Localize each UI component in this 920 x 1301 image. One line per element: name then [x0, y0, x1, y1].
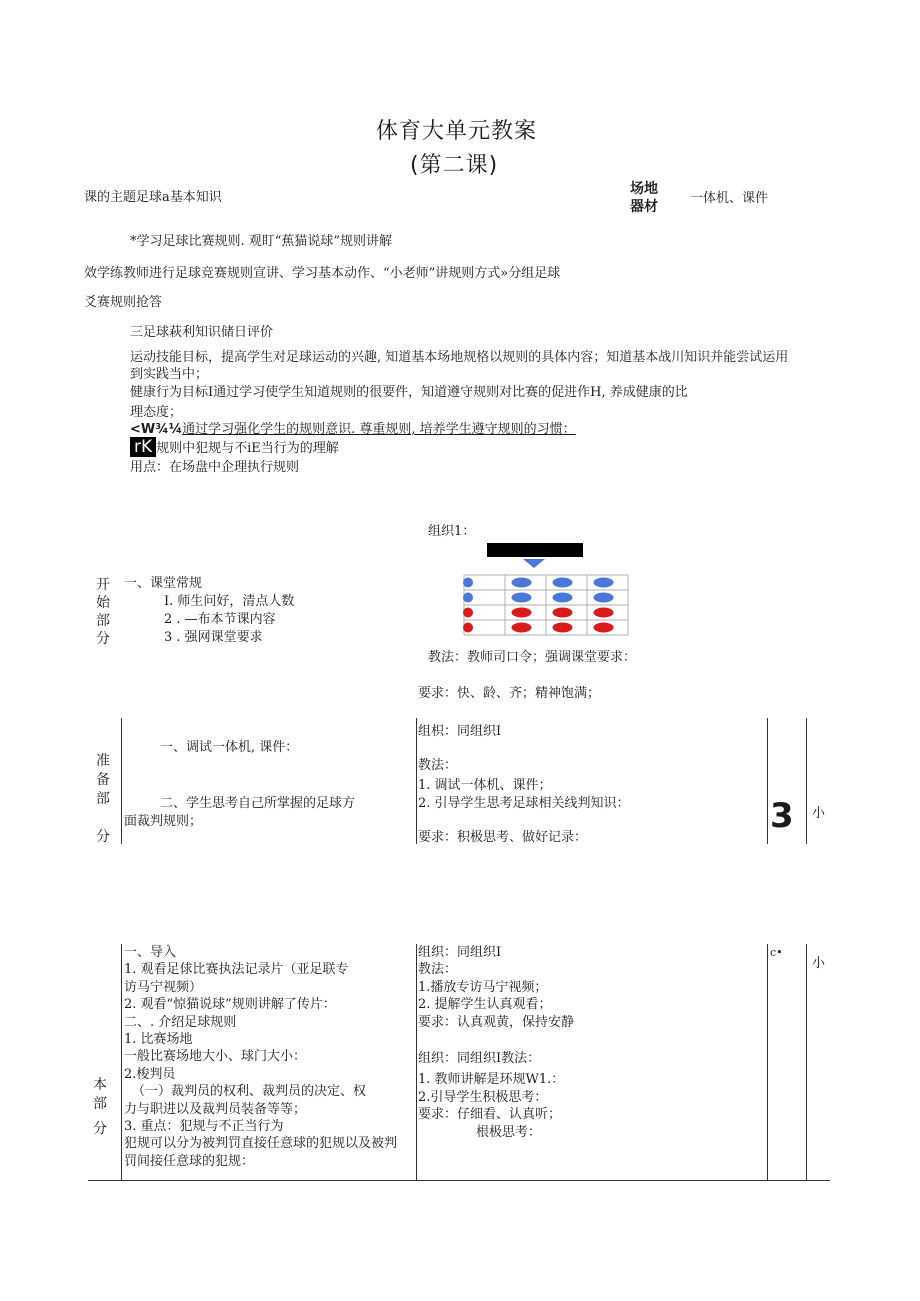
- main-right-top-line: 组织：同组织I: [418, 945, 502, 960]
- main-left-line: 访马宁视频）: [124, 979, 203, 995]
- prep-small-mark: 小: [812, 806, 826, 821]
- start-label-char: 部: [96, 613, 110, 629]
- student-marker-red: [512, 608, 532, 618]
- main-divider-mid: [416, 944, 417, 1180]
- main-left-line: 罚间接任意球的犯规：: [124, 1153, 255, 1169]
- start-left-title: 一、课堂常规: [124, 576, 203, 591]
- main-label-char: 部: [93, 1096, 107, 1112]
- main-divider-left: [121, 944, 122, 1180]
- prep-divider-far: [806, 718, 807, 844]
- main-left-line: 1. 观看足俅比赛执法记录片（亚足联专: [124, 962, 349, 978]
- student-marker-red: [553, 623, 573, 633]
- black-label-box: rK: [130, 437, 156, 457]
- main-section-label: [90, 1076, 110, 1139]
- prep-left-3: 面裁判规则；: [124, 814, 203, 829]
- main-right-bottom-line: 要求：仔细看、认真听；: [418, 1107, 562, 1123]
- prep-left-2: 二、学生思考自己所掌握的足球方: [160, 796, 356, 811]
- formation-bar: [487, 543, 583, 557]
- start-label-char: 分: [96, 631, 110, 647]
- student-marker-red: [463, 623, 473, 633]
- intro-line-11: 用点：在场盘中企理执行规则: [130, 460, 300, 475]
- prep-divider-mid: [416, 718, 417, 844]
- prep-divider-left: [121, 718, 122, 844]
- main-divider-far: [806, 944, 807, 1180]
- student-marker-red: [594, 608, 614, 618]
- prep-section-label: [93, 752, 113, 847]
- student-marker-blue: [512, 593, 532, 603]
- main-left-line: 二、. 介绍足球规则: [124, 1014, 237, 1030]
- main-left-line: 1. 比赛场地: [124, 1032, 193, 1048]
- main-right-top-line: 教法：: [418, 962, 458, 978]
- prep-label-char: 分: [96, 829, 110, 845]
- page-title: 体育大单元教案: [376, 119, 538, 144]
- start-item-1: I. 师生问好，清点人数: [164, 594, 295, 609]
- main-right-bottom-line: 根极思考：: [476, 1124, 542, 1140]
- start-item-2: 2 . —布本节课内容: [164, 612, 276, 627]
- intro-line-3: 爻赛规则抢答: [84, 295, 163, 310]
- main-right-bottom-line: 2.引导学生积极思考：: [418, 1089, 548, 1105]
- student-marker-red: [463, 608, 473, 618]
- student-marker-blue: [594, 593, 614, 603]
- main-left-line: 犯规可以分为被判罚直接任意球的犯规以及被判: [124, 1136, 398, 1152]
- main-right-bottom-line: 组织：同组织I教法：: [418, 1051, 541, 1066]
- intro-line-8: 理态度；: [130, 405, 183, 420]
- student-marker-blue: [553, 578, 573, 588]
- start-label-char: 开: [96, 577, 110, 593]
- intro-line-7: 健康行为目标I通过学习使学生知道规则的很要件，知道遵守规则对比赛的促进作H, 养成健康的比: [130, 385, 688, 400]
- intro-line-2: 效学练教师进行足球竞赛规则宣讲、学习基本动作、“小老师”讲规则方式»分组足球: [84, 266, 561, 281]
- venue-label-2: 器材: [630, 199, 658, 215]
- intro-line-5: 运动技能目标，提高学生对足球运动的兴趣, 知道基本场地规格以规则的具体内容；知道基本战川知识并能尝试运用: [130, 350, 789, 365]
- main-label-char: 本: [93, 1077, 107, 1093]
- prep-label-char: 准: [96, 753, 110, 769]
- prep-method: 教法：: [418, 758, 458, 773]
- student-marker-blue: [512, 578, 532, 588]
- start-method: 教法：教师司口令；强调课堂要求：: [428, 650, 637, 665]
- intro-line-9: [130, 418, 576, 437]
- main-bottom-rule: [88, 1180, 830, 1181]
- prep-method-1: 1. 调试一体机、课件；: [418, 778, 552, 793]
- intro-line-10-text: 规则中犯规与不iE当行为的理解: [156, 441, 339, 456]
- main-right-top-line: 1.播放专访马宁视频；: [418, 979, 548, 995]
- prep-label-char: [93, 809, 113, 828]
- main-left-line: 2. 观看“惊猫说球”规则讲解了传片：: [124, 997, 336, 1013]
- main-right-bottom: [418, 1050, 564, 1141]
- student-marker-blue: [553, 593, 573, 603]
- prep-org: 组枳：同组织I: [418, 724, 502, 739]
- intro-line-6: 到实践当中；: [130, 367, 209, 382]
- intro-line-1: *学习足球比赛规则. 观盯“蕉猫说球”规则讲解: [130, 234, 393, 249]
- student-marker-red: [594, 623, 614, 633]
- formation-diagram: [460, 540, 632, 640]
- page-subtitle: (第二课): [410, 153, 499, 178]
- student-marker-blue: [463, 578, 473, 588]
- main-right-top: [418, 944, 574, 1031]
- main-mark: c•: [770, 946, 783, 959]
- prep-method-2: 2. 引导学生思考足球相关线判知识：: [418, 796, 630, 811]
- formation-grid: [463, 575, 628, 635]
- prep-label-char: 备: [96, 772, 110, 788]
- start-label-char: 始: [96, 595, 110, 611]
- lesson-theme: 课的主题足球a基本知识: [84, 190, 222, 205]
- main-left-line: （一）裁判员的权利、裁判员的决定、权: [132, 1084, 367, 1100]
- student-marker-blue: [463, 593, 473, 603]
- main-left-line: 力与职进以及裁判员装备等等；: [124, 1101, 307, 1117]
- venue-value: 一体机、课件: [690, 191, 769, 206]
- start-org-title: 组织1：: [428, 524, 476, 539]
- prep-requirement: 要求：积极思考、做好记录：: [418, 830, 588, 845]
- main-label-char: 分: [93, 1121, 107, 1137]
- start-item-3: 3 . 强网课堂要求: [164, 630, 263, 645]
- main-left-line: 一、导入: [124, 945, 177, 960]
- main-left-line: 3. 重点：犯规与不正当行为: [124, 1119, 284, 1135]
- student-marker-blue: [594, 578, 614, 588]
- prep-big-number: 3: [770, 796, 794, 836]
- main-right-top-line: 2. 提解学生认真观看；: [418, 997, 552, 1013]
- intro-line-10: [130, 436, 339, 458]
- main-left-column: [124, 944, 397, 1170]
- student-marker-red: [553, 608, 573, 618]
- main-small-mark: 小: [812, 956, 826, 971]
- start-requirement: 要求：快、龄、齐；精神饱满；: [418, 686, 601, 701]
- venue-label-1: 场地: [630, 181, 658, 197]
- prep-divider-right: [767, 718, 768, 844]
- main-divider-right: [767, 944, 768, 1180]
- main-left-line: 2.梭判员: [124, 1066, 176, 1082]
- start-section-label: [93, 576, 113, 648]
- student-marker-red: [512, 623, 532, 633]
- prep-left-1: 一、调试一体机, 课件：: [160, 740, 299, 755]
- arrow-down-icon: [523, 559, 545, 568]
- prep-label-char: 部: [96, 791, 110, 807]
- intro-line-9-prefix: <W¾¼: [130, 422, 183, 437]
- intro-line-4: 三足球萩利知识储日评价: [130, 325, 274, 340]
- intro-line-9-text: 通过学习强化学生的规则意识. 尊重规则, 培养学生遵守规则的习惯：: [182, 422, 576, 437]
- main-left-line: 一般比赛场地大小、球门大小：: [124, 1049, 307, 1065]
- main-right-bottom-line: 1. 教师讲解是环规W1.：: [418, 1072, 565, 1088]
- main-right-top-line: 要求：认真观黄，保持安静: [418, 1014, 575, 1030]
